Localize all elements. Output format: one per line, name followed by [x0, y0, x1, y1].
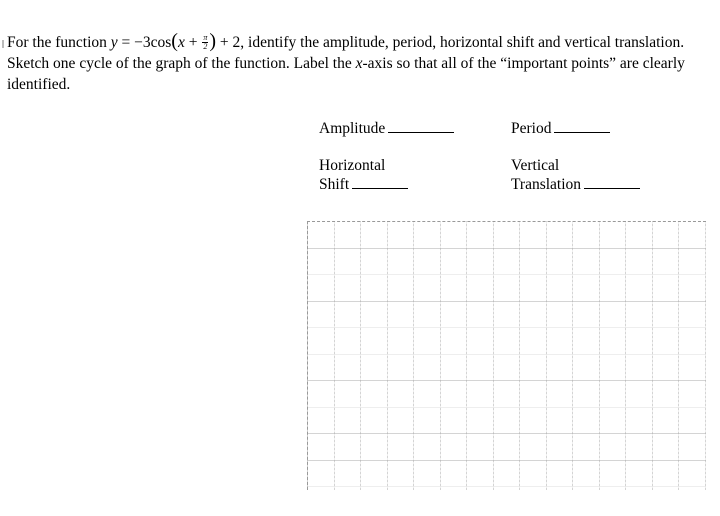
eq-frac-den: 2: [203, 42, 208, 51]
horizontal-shift-blank[interactable]: [352, 187, 408, 189]
equation: [110, 30, 241, 52]
horizontal-shift-field: [319, 156, 408, 194]
period-blank[interactable]: [554, 131, 610, 133]
eq-plus: +: [184, 34, 202, 51]
problem-text-2: , identify the amplitude, period, horizontal shift and vertical translation. Sketch one cycle of the graph of the function. Label the: [7, 34, 685, 72]
period-label: Period: [511, 120, 552, 137]
problem-text-1: For the function: [7, 34, 111, 51]
eq-end: + 2: [216, 34, 241, 51]
vertical-translation-field: [511, 156, 640, 194]
amplitude-blank[interactable]: [388, 131, 454, 133]
problem-text-3: -axis so that all of the “important points” are clearly identified.: [7, 55, 685, 93]
eq-frac-num: π: [203, 33, 208, 42]
eq-x: x: [177, 34, 185, 51]
eq-mid: = −3cos: [117, 34, 172, 51]
margin-mark: [2, 40, 4, 48]
amplitude-label: Amplitude: [319, 120, 386, 137]
eq-open-paren: (: [171, 30, 178, 52]
translation-label: Translation: [511, 176, 582, 193]
eq-lhs: y: [110, 34, 118, 51]
eq-close-paren: ): [209, 30, 217, 52]
amplitude-field: [319, 119, 454, 138]
period-field: [511, 119, 610, 138]
horizontal-label: Horizontal: [319, 157, 386, 174]
vertical-label: Vertical: [511, 157, 560, 174]
axis-variable: x: [355, 55, 363, 72]
problem-statement: [7, 31, 707, 95]
graph-grid[interactable]: [307, 221, 706, 490]
eq-fraction: [202, 34, 208, 51]
shift-label: Shift: [319, 176, 350, 193]
vertical-translation-blank[interactable]: [584, 187, 640, 189]
